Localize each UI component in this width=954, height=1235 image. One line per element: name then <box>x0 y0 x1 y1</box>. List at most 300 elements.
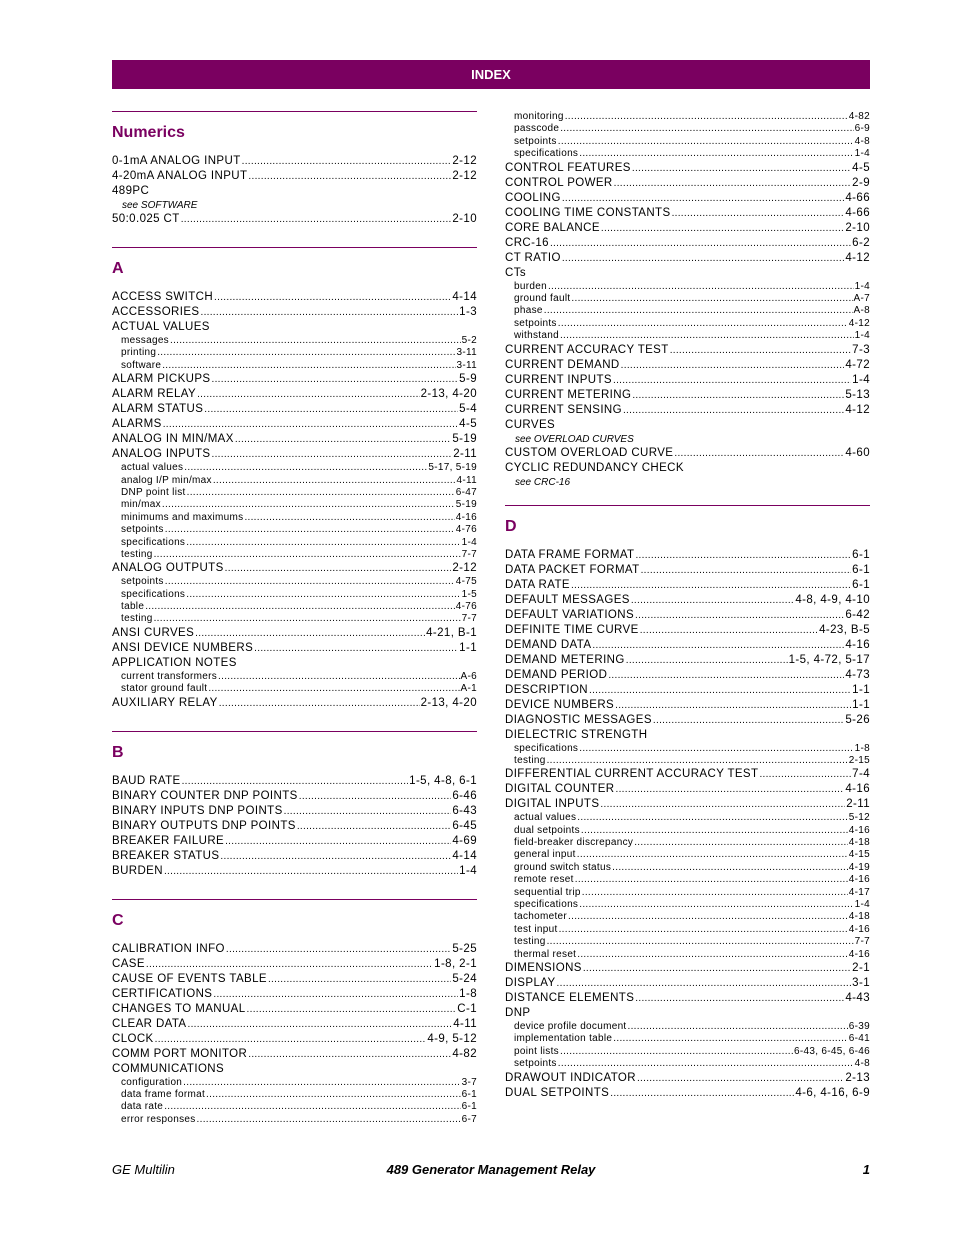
index-entry <box>505 221 870 236</box>
entry-term: setpoints <box>121 576 164 588</box>
dot-leader <box>284 804 452 819</box>
index-entry <box>112 774 477 789</box>
entry-term: specifications <box>121 536 186 548</box>
index-header-bar <box>112 60 870 89</box>
index-entry <box>505 161 870 176</box>
entry-page-ref: 7-3 <box>852 343 870 356</box>
entry-term: BREAKER FAILURE <box>112 834 225 847</box>
dot-leader <box>214 290 451 305</box>
index-entry <box>112 864 477 879</box>
entry-page-ref: 4-76 <box>455 524 477 536</box>
index-subentry <box>112 537 477 549</box>
entry-term: CT RATIO <box>505 251 561 264</box>
entry-page-ref: 2-12 <box>452 155 477 167</box>
section-spacer <box>112 879 477 899</box>
entry-page-ref: 1-1 <box>852 683 870 696</box>
entry-term: ANALOG OUTPUTS <box>112 562 224 575</box>
index-entry <box>112 387 477 402</box>
entry-page-ref: 7-7 <box>854 936 870 948</box>
entry-page-ref: 2-12 <box>452 562 477 575</box>
entry-page-ref: 2-1 <box>852 961 870 974</box>
page-footer <box>112 1162 870 1180</box>
dot-leader <box>162 360 455 372</box>
entry-term: passcode <box>514 123 560 135</box>
entry-term: ACTUAL VALUES <box>112 321 210 333</box>
index-entry <box>112 290 477 305</box>
index-subentry <box>505 874 870 886</box>
index-subentry <box>505 318 870 330</box>
dot-leader <box>547 755 848 767</box>
entry-page-ref: 3-11 <box>456 359 477 371</box>
dot-leader <box>187 487 455 499</box>
entry-page-ref: 2-13, 4-20 <box>420 696 477 709</box>
entry-page-ref: 4-5 <box>459 418 477 431</box>
index-subentry <box>505 911 870 923</box>
entry-term: DIMENSIONS <box>505 961 582 974</box>
dot-leader <box>157 347 455 359</box>
section-heading: Numerics <box>112 124 185 141</box>
entry-page-ref: A-6 <box>460 670 477 682</box>
dot-leader <box>248 169 451 184</box>
dot-leader <box>635 548 851 563</box>
entry-term: ANALOG INPUTS <box>112 448 211 461</box>
index-entry <box>505 358 870 373</box>
entry-term: testing <box>514 936 546 948</box>
index-subentry <box>112 462 477 474</box>
index-subentry <box>505 281 870 293</box>
entry-page-ref: 7-7 <box>461 548 477 560</box>
entry-page-ref: 2-11 <box>846 798 870 811</box>
dot-leader <box>163 417 458 432</box>
entry-term: general input <box>514 849 576 861</box>
dot-leader <box>225 561 452 576</box>
entry-term: AUXILIARY RELAY <box>112 696 218 709</box>
entry-page-ref: 7-7 <box>461 613 477 625</box>
entry-page-ref: A-1 <box>460 683 477 695</box>
index-entry <box>112 656 477 671</box>
entry-term: minimums and maximums <box>121 511 244 523</box>
index-subentry <box>505 837 870 849</box>
entry-term: device profile document <box>514 1020 627 1032</box>
page-title: INDEX <box>471 67 511 82</box>
entry-term: phase <box>514 305 543 317</box>
index-subentry <box>112 1089 477 1101</box>
entry-page-ref: 4-8, 4-9, 4-10 <box>795 593 870 606</box>
entry-page-ref: 2-13 <box>845 1071 870 1084</box>
entry-page-ref: 4-6, 4-16, 6-9 <box>795 1086 870 1099</box>
entry-page-ref: 5-26 <box>845 713 870 726</box>
footer-publisher: GE Multilin <box>112 1162 175 1177</box>
index-entry <box>112 372 477 387</box>
entry-page-ref: 1-4 <box>854 280 870 292</box>
dot-leader <box>242 154 452 169</box>
entry-term: BURDEN <box>112 864 163 877</box>
entry-term: CURRENT ACCURACY TEST <box>505 343 669 356</box>
dot-leader <box>577 849 848 861</box>
entry-page-ref: 4-11 <box>456 474 477 486</box>
dot-leader <box>582 887 848 899</box>
dot-leader <box>170 335 461 347</box>
index-entry <box>112 987 477 1002</box>
entry-page-ref: 2-13, 4-20 <box>420 388 477 401</box>
entry-page-ref: 3-11 <box>456 347 477 359</box>
entry-page-ref: 6-41 <box>848 1033 870 1045</box>
entry-page-ref: 4-16 <box>848 874 870 886</box>
index-subentry <box>112 524 477 536</box>
dot-leader <box>226 942 451 957</box>
entry-page-ref: 3-7 <box>461 1076 477 1088</box>
entry-term: CURRENT SENSING <box>505 403 622 416</box>
dot-leader <box>560 123 853 135</box>
entry-page-ref: 1-5 <box>461 588 477 600</box>
dot-leader <box>562 191 845 206</box>
entry-term: DIAGNOSTIC MESSAGES <box>505 713 652 726</box>
entry-page-ref: 5-2 <box>461 335 477 346</box>
entry-term: DIFFERENTIAL CURRENT ACCURACY TEST <box>505 768 759 781</box>
entry-term: ground switch status <box>514 861 612 873</box>
footer-page-number: 1 <box>862 1162 870 1177</box>
dot-leader <box>557 976 852 991</box>
entry-term: CLOCK <box>112 1032 154 1045</box>
section-heading-gap <box>112 900 477 910</box>
footer-manual-title: 489 Generator Management Relay <box>386 1162 596 1177</box>
see-reference <box>505 476 870 489</box>
index-subentry <box>112 499 477 511</box>
index-subentry <box>505 1033 870 1045</box>
dot-leader <box>297 819 452 834</box>
dot-leader <box>544 305 853 317</box>
dot-leader <box>571 293 852 305</box>
dot-leader <box>621 358 845 373</box>
index-entry <box>505 446 870 461</box>
index-entry <box>112 1002 477 1017</box>
entry-term: ANSI DEVICE NUMBERS <box>112 641 254 654</box>
index-entry <box>112 626 477 641</box>
index-entry <box>505 191 870 206</box>
dot-leader <box>548 281 854 293</box>
entry-term: CAUSE OF EVENTS TABLE <box>112 972 267 985</box>
entry-term: messages <box>121 335 169 346</box>
dot-leader <box>213 987 458 1002</box>
entry-term: BINARY OUTPUTS DNP POINTS <box>112 819 296 832</box>
index-subentry <box>505 330 870 342</box>
entry-term: configuration <box>121 1076 183 1088</box>
entry-term: ALARM STATUS <box>112 403 204 416</box>
entry-page-ref: 3-1 <box>852 976 870 989</box>
index-subentry <box>112 512 477 524</box>
dot-leader <box>600 797 845 812</box>
entry-page-ref: 4-16 <box>848 923 870 935</box>
entry-term: analog I/P min/max <box>121 474 212 486</box>
dot-leader <box>219 696 420 711</box>
entry-term: COMMUNICATIONS <box>112 1062 225 1075</box>
entry-term: 4-20mA ANALOG INPUT <box>112 170 248 182</box>
entry-page-ref: 4-82 <box>452 1047 477 1060</box>
entry-page-ref: 1-4 <box>854 148 870 160</box>
entry-page-ref: 4-66 <box>845 206 870 219</box>
dot-leader <box>208 683 459 695</box>
dot-leader <box>616 782 845 797</box>
entry-term: setpoints <box>121 524 164 536</box>
entry-page-ref: 6-43 <box>452 804 477 817</box>
entry-term: CERTIFICATIONS <box>112 987 213 1000</box>
section-heading-gap <box>112 112 477 122</box>
section-heading-gap <box>112 144 477 154</box>
index-entry <box>505 266 870 281</box>
dot-leader <box>186 537 460 549</box>
entry-term: actual values <box>121 462 184 474</box>
entry-term: CUSTOM OVERLOAD CURVE <box>505 446 674 459</box>
entry-page-ref: 6-39 <box>848 1020 870 1032</box>
index-subentry <box>505 148 870 160</box>
index-subentry <box>505 825 870 837</box>
entry-term: ALARM PICKUPS <box>112 373 211 386</box>
entry-term: testing <box>514 754 546 766</box>
dot-leader <box>558 1058 854 1070</box>
dot-leader <box>165 524 455 536</box>
entry-page-ref: 6-42 <box>845 608 870 621</box>
entry-term: DEMAND DATA <box>505 638 592 651</box>
section-heading: D <box>505 517 517 535</box>
entry-page-ref: 4-16 <box>848 948 870 960</box>
dot-leader <box>197 387 419 402</box>
entry-term: CLEAR DATA <box>112 1017 187 1030</box>
entry-term: error responses <box>121 1113 196 1125</box>
dot-leader <box>154 549 461 561</box>
index-entry <box>505 461 870 476</box>
entry-page-ref: 4-60 <box>845 446 870 459</box>
index-subentry <box>112 549 477 561</box>
section-heading-gap <box>112 764 477 774</box>
entry-term: specifications <box>514 742 579 754</box>
dot-leader <box>632 388 844 403</box>
index-subentry <box>112 360 477 372</box>
entry-term: CONTROL POWER <box>505 176 613 189</box>
index-subentry <box>505 936 870 948</box>
section-heading-gap <box>112 280 477 290</box>
index-entry <box>505 782 870 797</box>
section-spacer <box>505 489 870 505</box>
entry-page-ref: 5-25 <box>452 942 477 955</box>
entry-term: CTs <box>505 266 527 279</box>
entry-term: specifications <box>514 148 579 160</box>
index-entry <box>505 698 870 713</box>
index-entry <box>505 563 870 578</box>
index-entry <box>112 957 477 972</box>
entry-page-ref: 4-11 <box>453 1017 477 1030</box>
entry-term: DRAWOUT INDICATOR <box>505 1071 636 1084</box>
entry-term: withstand <box>514 330 559 342</box>
entry-term: 489PC <box>112 185 150 197</box>
entry-term: sequential trip <box>514 886 581 898</box>
index-entry <box>505 578 870 593</box>
dot-leader <box>628 1021 848 1033</box>
dot-leader <box>608 668 844 683</box>
entry-term: DIGITAL COUNTER <box>505 783 615 796</box>
entry-term: DEFAULT VARIATIONS <box>505 608 635 621</box>
entry-page-ref: 5-19 <box>455 499 477 511</box>
right-index-column <box>505 111 870 1101</box>
dot-leader <box>623 403 844 418</box>
dot-leader <box>195 626 425 641</box>
dot-leader <box>550 236 851 251</box>
index-subentry <box>112 335 477 347</box>
entry-term: remote reset <box>514 874 574 886</box>
entry-page-ref: 4-72 <box>845 358 870 371</box>
index-subentry <box>505 111 870 123</box>
dot-leader <box>672 206 845 221</box>
entry-term: table <box>121 601 145 613</box>
entry-term: point lists <box>514 1045 559 1057</box>
dot-leader <box>579 148 853 160</box>
index-entry <box>505 797 870 812</box>
index-entry <box>112 417 477 432</box>
section-heading-gap <box>505 506 870 516</box>
entry-page-ref: 1-4 <box>461 536 477 548</box>
entry-term: CURRENT METERING <box>505 388 632 401</box>
entry-page-ref: 6-43, 6-45, 6-46 <box>794 1045 870 1057</box>
left-index-column <box>112 111 477 1126</box>
index-subentry <box>112 576 477 588</box>
dot-leader <box>577 812 848 824</box>
index-entry <box>112 154 477 169</box>
entry-term: DEMAND PERIOD <box>505 668 608 681</box>
entry-page-ref: 4-16 <box>845 638 870 651</box>
index-subentry <box>112 613 477 625</box>
index-subentry <box>112 1101 477 1113</box>
index-subentry <box>112 475 477 487</box>
dot-leader <box>579 743 853 755</box>
entry-term: current transformers <box>121 670 218 682</box>
index-entry <box>505 1086 870 1101</box>
index-entry <box>505 418 870 433</box>
index-entry <box>505 593 870 608</box>
index-entry <box>112 212 477 227</box>
dot-leader <box>562 251 845 266</box>
index-entry <box>112 819 477 834</box>
entry-term: DNP point list <box>121 486 186 498</box>
dot-leader <box>632 161 851 176</box>
entry-page-ref: 1-1 <box>852 698 870 711</box>
dot-leader <box>146 957 433 972</box>
entry-term: DNP <box>505 1006 531 1019</box>
entry-page-ref: 6-1 <box>852 563 870 576</box>
index-entry <box>112 641 477 656</box>
index-entry <box>505 548 870 563</box>
dot-leader <box>235 432 452 447</box>
entry-page-ref: 4-73 <box>845 668 870 681</box>
section-heading: B <box>112 743 124 761</box>
entry-page-ref: 4-12 <box>848 317 870 329</box>
dot-leader <box>583 961 851 976</box>
index-subentry <box>505 849 870 861</box>
index-subentry <box>505 755 870 767</box>
entry-page-ref: 2-10 <box>452 213 477 225</box>
entry-term: ANALOG IN MIN/MAX <box>112 433 234 446</box>
index-entry <box>505 403 870 418</box>
index-subentry <box>505 293 870 305</box>
dot-leader <box>581 825 848 837</box>
entry-page-ref: 5-12 <box>848 812 870 824</box>
entry-page-ref: 4-9, 5-12 <box>427 1032 477 1045</box>
dot-leader <box>560 330 854 342</box>
index-entry <box>112 305 477 320</box>
entry-term: DEVICE NUMBERS <box>505 698 615 711</box>
section-heading: C <box>112 911 124 929</box>
index-subentry <box>505 924 870 936</box>
dot-leader <box>212 447 453 462</box>
dot-leader <box>568 911 848 923</box>
dot-leader <box>558 136 854 148</box>
index-entry <box>505 1071 870 1086</box>
entry-page-ref: 4-82 <box>848 111 870 122</box>
entry-term: min/max <box>121 499 161 511</box>
dot-leader <box>613 373 851 388</box>
index-entry <box>112 789 477 804</box>
entry-term: specifications <box>514 899 579 911</box>
dot-leader <box>145 601 455 613</box>
dot-leader <box>247 1002 457 1017</box>
index-subentry <box>112 1077 477 1089</box>
entry-page-ref: 4-18 <box>848 837 870 849</box>
entry-term: CORE BALANCE <box>505 221 600 234</box>
entry-term: DIGITAL INPUTS <box>505 798 600 811</box>
entry-page-ref: 5-24 <box>452 972 477 985</box>
entry-term: CURRENT INPUTS <box>505 373 612 386</box>
entry-page-ref: 2-12 <box>452 170 477 182</box>
entry-page-ref: 5-17, 5-19 <box>428 462 477 474</box>
index-subentry <box>112 601 477 613</box>
entry-term: DATA FRAME FORMAT <box>505 548 635 561</box>
entry-page-ref: 4-14 <box>452 291 477 303</box>
index-entry <box>505 991 870 1006</box>
index-entry <box>112 942 477 957</box>
dot-leader <box>165 576 455 588</box>
index-entry <box>112 169 477 184</box>
dot-leader <box>184 462 427 474</box>
section-heading-gap <box>505 538 870 548</box>
entry-page-ref: 4-66 <box>845 191 870 204</box>
dot-leader <box>589 683 851 698</box>
entry-page-ref: 1-5, 4-72, 5-17 <box>788 653 870 666</box>
dot-leader <box>225 834 451 849</box>
dot-leader <box>565 111 848 123</box>
entry-term: CYCLIC REDUNDANCY CHECK <box>505 461 684 474</box>
dot-leader <box>674 446 844 461</box>
entry-term: tachometer <box>514 911 568 923</box>
index-subentry <box>505 1021 870 1033</box>
dot-leader <box>579 899 853 911</box>
dot-leader <box>612 862 848 874</box>
entry-term: DIELECTRIC STRENGTH <box>505 728 648 741</box>
entry-term: thermal reset <box>514 948 577 960</box>
entry-page-ref: 5-9 <box>459 373 477 386</box>
entry-page-ref: 4-75 <box>455 576 477 588</box>
entry-term: DISPLAY <box>505 976 556 989</box>
dot-leader <box>181 212 452 227</box>
entry-term: CASE <box>112 957 145 970</box>
dot-leader <box>155 1032 427 1047</box>
index-subentry <box>505 1046 870 1058</box>
entry-term: testing <box>121 548 153 560</box>
dot-leader <box>220 849 451 864</box>
section-heading: A <box>112 260 124 277</box>
dot-leader <box>641 563 852 578</box>
entry-term: BAUD RATE <box>112 774 181 787</box>
entry-term: DEFAULT MESSAGES <box>505 593 630 606</box>
see-reference-text: see SOFTWARE <box>122 200 198 211</box>
dot-leader <box>635 608 844 623</box>
